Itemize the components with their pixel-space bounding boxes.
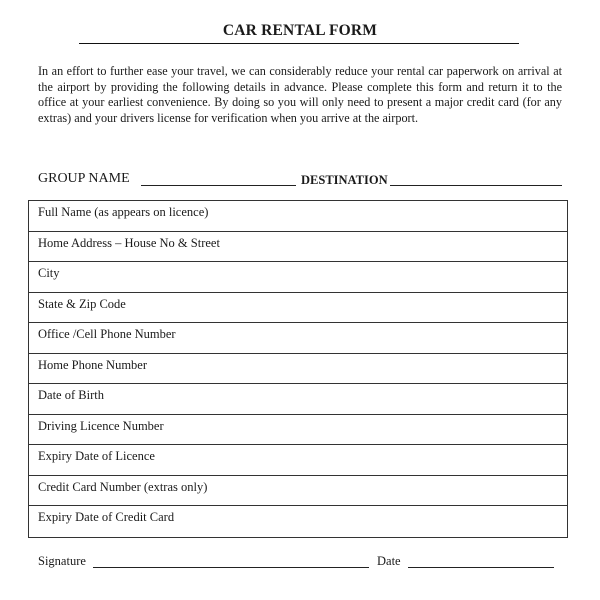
title-underline bbox=[79, 43, 519, 44]
table-row[interactable] bbox=[29, 262, 567, 293]
field-label: Credit Card Number (extras only) bbox=[38, 479, 208, 494]
group-name-blank[interactable] bbox=[141, 185, 296, 186]
table-row[interactable] bbox=[29, 323, 567, 354]
group-destination-row bbox=[38, 171, 568, 191]
group-name-label: GROUP NAME bbox=[38, 171, 130, 186]
table-row[interactable] bbox=[29, 201, 567, 232]
table-row[interactable] bbox=[29, 506, 567, 537]
table-row[interactable] bbox=[29, 354, 567, 385]
table-row[interactable] bbox=[29, 232, 567, 263]
details-table bbox=[28, 200, 568, 538]
field-label: City bbox=[38, 266, 60, 280]
signature-label: Signature bbox=[38, 554, 86, 568]
field-label: Date of Birth bbox=[38, 388, 104, 402]
signature-date-row bbox=[38, 554, 568, 574]
date-label: Date bbox=[377, 554, 401, 568]
table-row[interactable] bbox=[29, 293, 567, 324]
destination-label: DESTINATION bbox=[301, 173, 388, 187]
date-blank[interactable] bbox=[408, 567, 554, 568]
field-label: Driving Licence Number bbox=[38, 418, 164, 433]
field-label: Home Phone Number bbox=[38, 357, 148, 372]
field-label: Full Name (as appears on licence) bbox=[38, 205, 209, 219]
field-label: Expiry Date of Credit Card bbox=[38, 510, 175, 524]
table-row[interactable] bbox=[29, 415, 567, 446]
signature-blank[interactable] bbox=[93, 567, 369, 568]
field-label: Home Address – House No & Street bbox=[38, 235, 220, 250]
table-row[interactable] bbox=[29, 445, 567, 476]
table-row[interactable] bbox=[29, 476, 567, 507]
field-label: Office /Cell Phone Number bbox=[38, 327, 176, 341]
table-row[interactable] bbox=[29, 384, 567, 415]
field-label: Expiry Date of Licence bbox=[38, 449, 155, 463]
form-title: CAR RENTAL FORM bbox=[222, 22, 378, 39]
field-label: State & Zip Code bbox=[38, 296, 126, 311]
destination-blank[interactable] bbox=[390, 185, 562, 186]
intro-paragraph: In an effort to further ease your travel, we can considerably reduce your rental car paperwork on arrival at the airport by providing the following details in advance. Please complete this form and return it to the office at your earliest convenience. By doing so you will only need to present a major credit card (for any extras) and your drivers license for verification when you arrive at the airport. bbox=[38, 64, 562, 125]
